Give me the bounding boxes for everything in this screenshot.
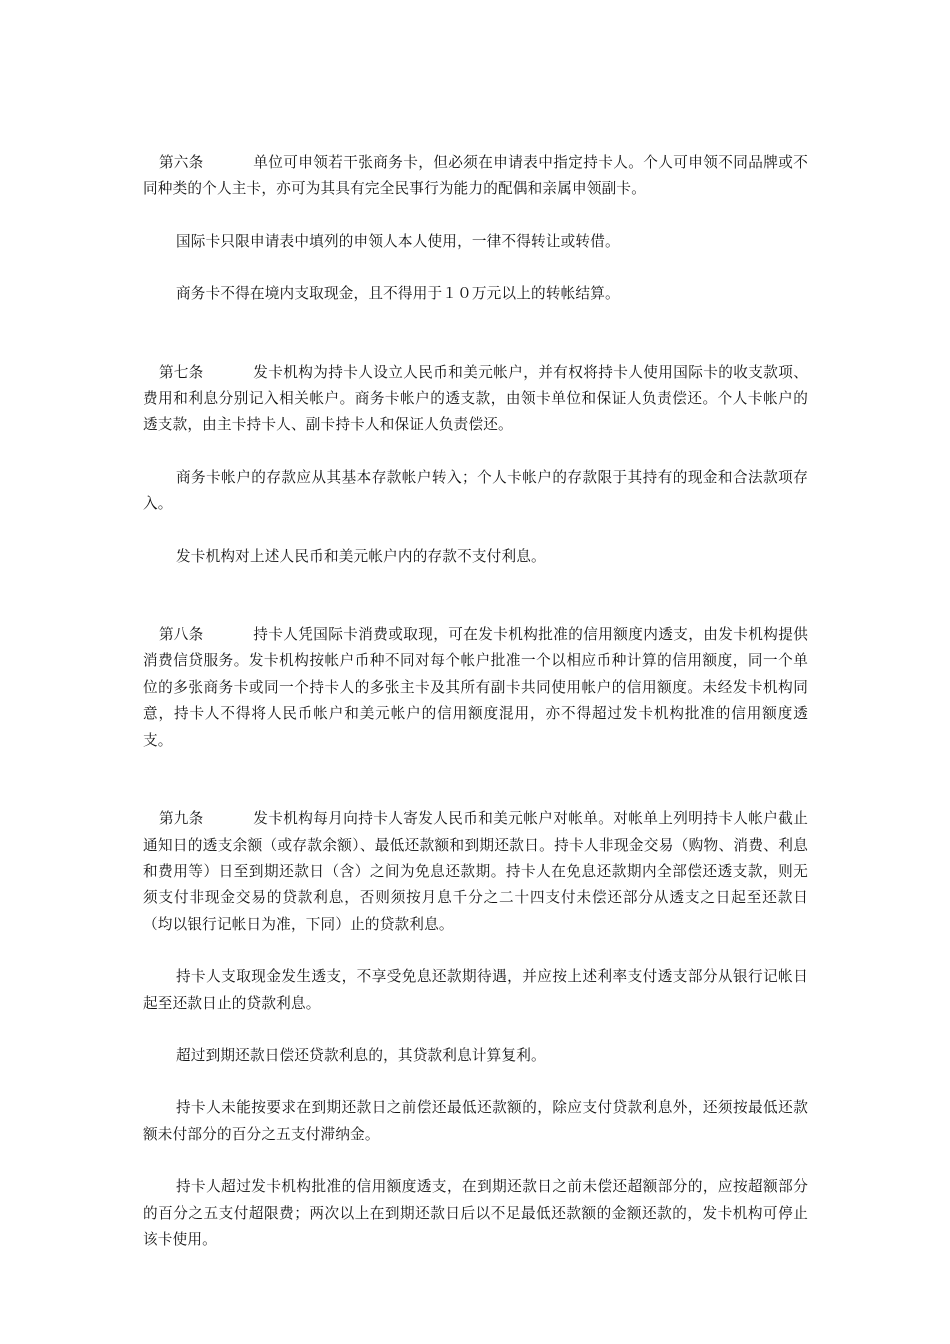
article-text: 发卡机构每月向持卡人寄发人民币和美元帐户对帐单。对帐单上列明持卡人帐户截止通知日的透支余额（或存款余额）、最低还款额和到期还款日。持卡人非现金交易（购物、消费、利息和费用等）日至到期还款日（含）之间为免息还款期。持卡人在免息还款期内全部偿还透支款，则无须支付非现金交易的贷款利息，否则须按月息千分之二十四支付未偿还部分从透支之日起至还款日（均以银行记帐日为准，下同）止的贷款利息。: [143, 810, 808, 933]
article-text: 发卡机构为持卡人设立人民币和美元帐户，并有权将持卡人使用国际卡的收支款项、费用和利息分别记入相关帐户。商务卡帐户的透支款，由领卡单位和保证人负责偿还。个人卡帐户的透支款，由主卡持卡人、副卡持卡人和保证人负责偿还。: [143, 363, 808, 434]
article-6: [143, 150, 808, 308]
article-text: 单位可申领若干张商务卡，但必须在申请表中指定持卡人。个人可申领不同品牌或不同种类的个人主卡，亦可为其具有完全民事行为能力的配偶和亲属申领副卡。: [143, 154, 808, 198]
paragraph: 超过到期还款日偿还贷款利息的，其贷款利息计算复利。: [176, 1046, 546, 1064]
article-9: [143, 806, 808, 1253]
paragraph: 国际卡只限申请表中填列的申领人本人使用，一律不得转让或转借。: [176, 232, 620, 250]
spacer: [143, 334, 808, 360]
article-number: 第八条: [159, 626, 204, 644]
article-7-main: [143, 360, 808, 439]
article-text: 持卡人凭国际卡消费或取现，可在发卡机构批准的信用额度内透支，由发卡机构提供消费信贷服务。发卡机构按帐户币种不同对每个帐户批准一个以相应币种计算的信用额度，同一个单位的多张商务卡或同一个持卡人的多张主卡及其所有副卡共同使用帐户的信用额度。未经发卡机构同意，持卡人不得将人民币帐户和美元帐户的信用额度混用，亦不得超过发卡机构批准的信用额度透支。: [143, 626, 808, 749]
paragraph: 商务卡帐户的存款应从其基本存款帐户转入；个人卡帐户的存款限于其持有的现金和合法款项存入。: [143, 468, 808, 513]
article-8: [143, 622, 808, 754]
article-number: 第九条: [159, 810, 204, 828]
document-body: [143, 150, 808, 1279]
paragraph: 持卡人支取现金发生透支，不享受免息还款期待遇，并应按上述利率支付透支部分从银行记帐日起至还款日止的贷款利息。: [143, 968, 808, 1012]
spacer: [143, 596, 808, 622]
article-6-main: [143, 150, 808, 203]
paragraph: 持卡人未能按要求在到期还款日之前偿还最低还款额的，除应支付贷款利息外，还须按最低还款额未付部分的百分之五支付滞纳金。: [143, 1099, 808, 1143]
article-number: 第七条: [159, 363, 204, 381]
article-number: 第六条: [159, 154, 204, 171]
paragraph: 发卡机构对上述人民币和美元帐户内的存款不支付利息。: [176, 547, 546, 565]
article-7: [143, 360, 808, 570]
paragraph: 持卡人超过发卡机构批准的信用额度透支，在到期还款日之前未偿还超额部分的，应按超额部分的百分之五支付超限费；两次以上在到期还款日后以不足最低还款额的金额还款的，发卡机构可停止该卡使用。: [143, 1178, 808, 1248]
article-8-main: [143, 622, 808, 754]
paragraph: 商务卡不得在境内支取现金，且不得用于１０万元以上的转帐结算。: [176, 285, 620, 303]
spacer: [143, 780, 808, 806]
article-9-main: [143, 806, 808, 938]
